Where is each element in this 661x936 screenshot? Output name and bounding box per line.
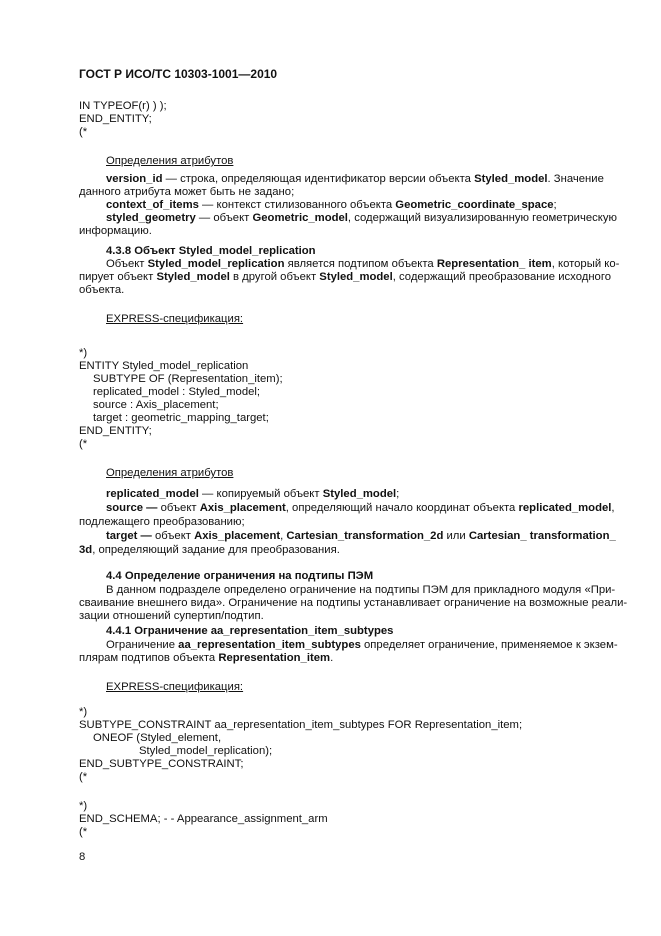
code-line: *)	[79, 706, 88, 718]
code-line: (*	[79, 771, 88, 783]
attribute-definition-cont: 3d, определяющий задание для преобразования.	[79, 544, 340, 556]
code-line: END_SCHEMA; - - Appearance_assignment_arm	[79, 813, 328, 825]
code-line: SUBTYPE_CONSTRAINT aa_representation_item_subtypes FOR Representation_item;	[79, 719, 523, 731]
express-spec-label: EXPRESS-спецификация:	[106, 313, 244, 325]
page-number: 8	[79, 851, 86, 863]
code-line: Styled_model_replication);	[139, 745, 273, 757]
code-line: END_ENTITY;	[79, 425, 152, 437]
code-line: *)	[79, 800, 88, 812]
document-header: ГОСТ Р ИСО/ТС 10303-1001—2010	[79, 67, 278, 81]
attribute-definitions-heading: Определения атрибутов	[106, 155, 234, 167]
attribute-definition-cont: информацию.	[79, 225, 152, 237]
code-line: ENTITY Styled_model_replication	[79, 360, 249, 372]
paragraph-line: сваивание внешнего вида». Ограничение на подтипы устанавливает ограничение на возможные реали-	[79, 597, 628, 609]
paragraph-line: В данном подразделе определено ограничение на подтипы ПЭМ для прикладного модуля «При-	[106, 584, 616, 596]
code-line: (*	[79, 826, 88, 838]
code-line: (*	[79, 438, 88, 450]
paragraph-line: плярам подтипов объекта Representation_item.	[79, 652, 334, 664]
code-line: (*	[79, 126, 88, 138]
code-line: replicated_model : Styled_model;	[93, 386, 261, 398]
paragraph-line: зации отношений супертип/подтип.	[79, 610, 264, 622]
section-heading: 4.4 Определение ограничения на подтипы ПЭМ	[106, 570, 374, 582]
code-line: IN TYPEOF(r) ) );	[79, 100, 167, 112]
code-line: ONEOF (Styled_element,	[93, 732, 222, 744]
code-line: END_SUBTYPE_CONSTRAINT;	[79, 758, 244, 770]
section-heading: 4.3.8 Объект Styled_model_replication	[106, 245, 316, 257]
attribute-definition: version_id — строка, определяющая идентификатор версии объекта Styled_model. Значение	[106, 173, 604, 185]
attribute-definition-cont: подлежащего преобразованию;	[79, 516, 245, 528]
attribute-definition: styled_geometry — объект Geometric_model, содержащий визуализированную геометрическую	[106, 212, 617, 224]
paragraph-line: объекта.	[79, 284, 125, 296]
paragraph-line: пирует объект Styled_model в другой объект Styled_model, содержащий преобразование исходного	[79, 271, 611, 283]
attribute-definition: target — объект Axis_placement, Cartesian_transformation_2d или Cartesian_ transformation_	[106, 530, 616, 542]
code-line: END_ENTITY;	[79, 113, 152, 125]
code-line: SUBTYPE OF (Representation_item);	[93, 373, 283, 385]
code-line: *)	[79, 347, 88, 359]
paragraph-line: Объект Styled_model_replication является подтипом объекта Representation_ item, который ко-	[106, 258, 620, 270]
attribute-definition: replicated_model — копируемый объект Styled_model;	[106, 488, 400, 500]
attribute-definition: source — объект Axis_placement, определяющий начало координат объекта replicated_model,	[106, 502, 615, 514]
attribute-definitions-heading: Определения атрибутов	[106, 467, 234, 479]
paragraph-line: Ограничение aa_representation_item_subtypes определяет ограничение, применяемое к экзем-	[106, 639, 618, 651]
attribute-definition: context_of_items — контекст стилизованного объекта Geometric_coordinate_space;	[106, 199, 557, 211]
code-line: target : geometric_mapping_target;	[93, 412, 269, 424]
attribute-definition-cont: данного атрибута может быть не задано;	[79, 186, 295, 198]
express-spec-label: EXPRESS-спецификация:	[106, 681, 244, 693]
section-heading: 4.4.1 Ограничение aa_representation_item_subtypes	[106, 625, 394, 637]
code-line: source : Axis_placement;	[93, 399, 219, 411]
